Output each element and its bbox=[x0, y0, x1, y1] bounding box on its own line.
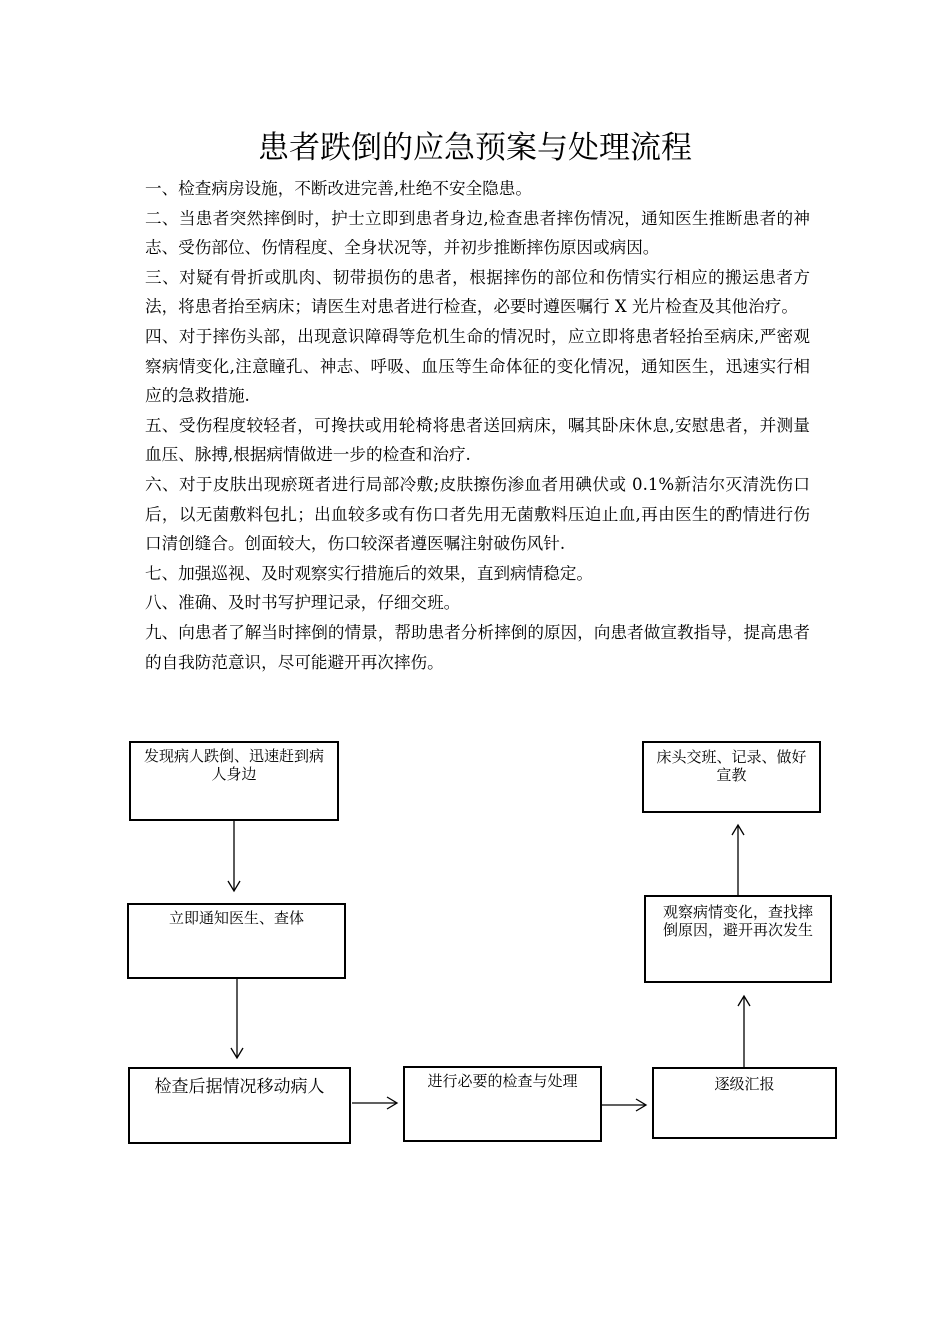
flow-box-move-label: 检查后据情况移动病人 bbox=[154, 1077, 325, 1097]
paragraph-7: 七、加强巡视、及时观察实行措施后的效果，直到病情稳定。 bbox=[145, 563, 594, 583]
document-body bbox=[145, 174, 810, 677]
paragraph-8: 八、准确、及时书写护理记录，仔细交班。 bbox=[145, 593, 461, 613]
flow-box-discover bbox=[129, 741, 339, 821]
flow-box-exam bbox=[403, 1066, 602, 1142]
arrowhead-exam bbox=[387, 1097, 397, 1109]
flow-box-discover-label: 发现病人跌倒、迅速赶到病人身边 bbox=[143, 747, 324, 783]
paragraph-1: 一、检查病房设施，不断改进完善,杜绝不安全隐患。 bbox=[145, 179, 532, 198]
paragraph-3: 三、对疑有骨折或肌肉、韧带损伤的患者，根据摔伤的部位和伤情实行相应的搬运患者方法，将患者抬至病床；请医生对患者进行检查，必要时遵医嘱行 X 光片检查及其他治疗。 bbox=[145, 267, 810, 317]
flow-box-notify bbox=[127, 903, 346, 979]
paragraph-6: 六、对于皮肤出现瘀斑者进行局部冷敷;皮肤擦伤渗血者用碘伏或 0.1%新洁尔灭清洗伤口后，以无菌敷料包扎；出血较多或有伤口者先用无菌敷料压迫止血,再由医生的酌情进行伤口清创缝合。创面较大，伤口较深者遵医嘱注射破伤风针. bbox=[145, 474, 810, 554]
flow-box-handover bbox=[642, 741, 821, 813]
flow-box-exam-label: 进行必要的检查与处理 bbox=[427, 1072, 578, 1090]
arrowhead-notify bbox=[228, 881, 240, 891]
flow-box-observe-label: 观察病情变化，查找摔倒原因，避开再次发生 bbox=[662, 903, 813, 939]
arrowhead-handover bbox=[732, 825, 744, 835]
flow-box-move bbox=[128, 1067, 351, 1144]
arrowhead-report bbox=[636, 1099, 646, 1111]
paragraph-5: 五、受伤程度较轻者，可搀扶或用轮椅将患者送回病床，嘱其卧床休息,安慰患者，并测量血压、脉搏,根据病情做进一步的检查和治疗. bbox=[145, 415, 810, 465]
flow-box-notify-label: 立即通知医生、查体 bbox=[168, 909, 304, 927]
arrowhead-move bbox=[231, 1048, 243, 1058]
document-title: 患者跌倒的应急预案与处理流程 bbox=[258, 130, 692, 166]
paragraph-9: 九、向患者了解当时摔倒的情景，帮助患者分析摔倒的原因，向患者做宣教指导，提高患者的自我防范意识，尽可能避开再次摔伤。 bbox=[145, 622, 810, 672]
flow-box-handover-label: 床头交班、记录、做好宣教 bbox=[656, 748, 807, 784]
paragraph-4: 四、对于摔伤头部，出现意识障碍等危机生命的情况时，应立即将患者轻抬至病床,严密观察病情变化,注意瞳孔、神志、呼吸、血压等生命体征的变化情况，通知医生，迅速实行相应的急救措施. bbox=[145, 326, 810, 406]
arrowhead-observe bbox=[738, 996, 750, 1006]
flow-box-observe bbox=[644, 895, 832, 983]
paragraph-2: 二、当患者突然摔倒时，护士立即到患者身边,检查患者摔伤情况，通知医生推断患者的神志、受伤部位、伤情程度、全身状况等，并初步推断摔伤原因或病因。 bbox=[145, 208, 810, 258]
flow-box-report-label: 逐级汇报 bbox=[714, 1075, 775, 1093]
flow-box-report bbox=[652, 1067, 837, 1139]
